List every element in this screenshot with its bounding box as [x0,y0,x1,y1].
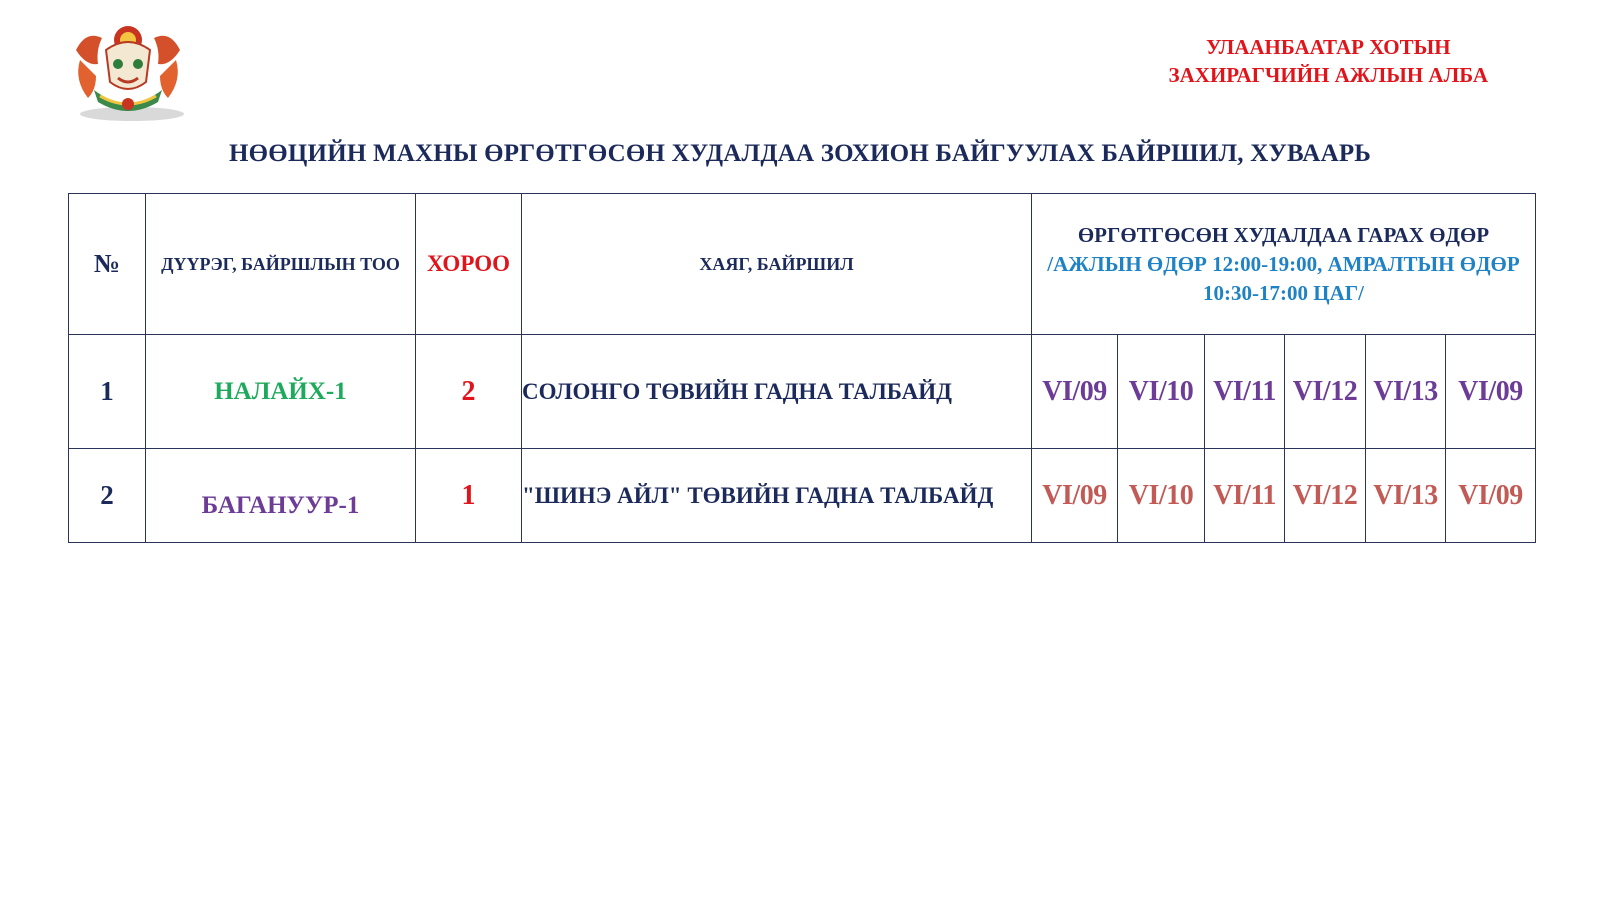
row-address: "ШИНЭ АЙЛ" ТӨВИЙН ГАДНА ТАЛБАЙД [522,449,1032,543]
row-district-label: БАГАНУУР-1 [201,491,360,519]
row-district: НАЛАЙХ-1 [146,335,416,449]
document-title: НӨӨЦИЙН МАХНЫ ӨРГӨТГӨСӨН ХУДАЛДАА ЗОХИОН БАЙГУУЛАХ БАЙРШИЛ, ХУВААРЬ [228,140,1372,167]
schedule-table [68,193,1536,543]
row-day: VI/11 [1205,335,1285,449]
row-day: VI/09 [1032,449,1118,543]
row-day: VI/13 [1366,335,1446,449]
organization-name [1169,33,1488,89]
row-district [146,449,416,543]
header-district: ДҮҮРЭГ, БАЙРШЛЫН ТОО [146,194,416,335]
row-khoroo: 2 [416,335,522,449]
row-day: VI/10 [1118,449,1205,543]
row-number: 2 [69,449,146,543]
row-day: VI/12 [1285,335,1366,449]
row-day: VI/11 [1205,449,1285,543]
row-day: VI/09 [1446,335,1536,449]
row-day: VI/09 [1446,449,1536,543]
row-number: 1 [69,335,146,449]
header-sale-days-title: ӨРГӨТГӨСӨН ХУДАЛДАА ГАРАХ ӨДӨР [1077,222,1490,247]
row-day: VI/13 [1366,449,1446,543]
header-sale-days [1032,194,1536,335]
row-day: VI/12 [1285,449,1366,543]
table-row [69,449,1536,543]
table-header-row [69,194,1536,335]
header-number: № [69,194,146,335]
mongolian-state-emblem-icon [66,20,192,124]
organization-line-1: УЛААНБААТАР ХОТЫН [1205,35,1451,59]
header-khoroo: ХОРОО [416,194,522,335]
row-day: VI/09 [1032,335,1118,449]
header-sale-days-hours: /АЖЛЫН ӨДӨР 12:00-19:00, АМРАЛТЫН ӨДӨР 10:30-17:00 ЦАГ/ [1047,251,1520,305]
header-address: ХАЯГ, БАЙРШИЛ [522,194,1032,335]
row-day: VI/10 [1118,335,1205,449]
row-khoroo: 1 [416,449,522,543]
table-row [69,335,1536,449]
organization-line-2: ЗАХИРАГЧИЙН АЖЛЫН АЛБА [1168,63,1488,87]
row-address: СОЛОНГО ТӨВИЙН ГАДНА ТАЛБАЙД [522,335,1032,449]
